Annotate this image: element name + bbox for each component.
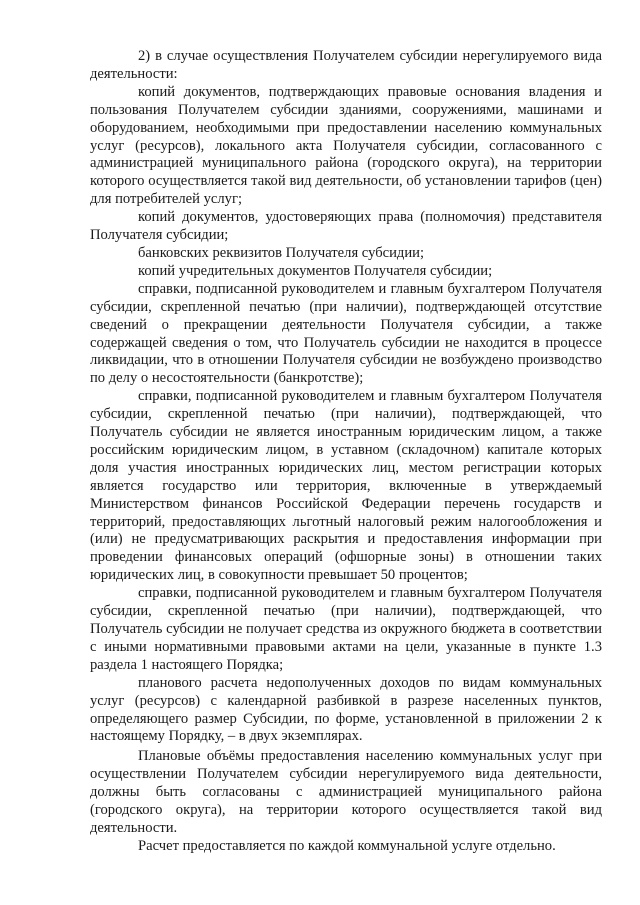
paragraph-item-2-intro: 2) в случае осуществления Получателем субсидии нерегулируемого вида деятельности:	[90, 48, 602, 82]
paragraph-certificate-liquidation: справки, подписанной руководителем и главным бухгалтером Получателя субсидии, скрепленной печатью (при наличии), подтверждающей отсутствие сведений о прекращении деятельности Получателя субсидии, а также содержащей сведения о том, что Получатель субсидии не находится в процессе ликвидации, что в отношении Получателя субсидии не возбуждено производство по делу о несостоятельности (банкротстве);	[90, 280, 602, 387]
paragraph-property-docs: копий документов, подтверждающих правовые основания владения и пользования Получателем субсидии зданиями, сооружениями, машинами и оборудованием, необходимыми при предоставлении населению коммунальных услуг (ресурсов), локального акта Получателя субсидии, согласованного с администрацией муниципального района (городского округа), на территории которого осуществляется такой вид деятельности, об установлении тарифов (цен) для потребителей услуг;	[90, 83, 602, 208]
paragraph-certificate-foreign-entity: справки, подписанной руководителем и главным бухгалтером Получателя субсидии, скрепленной печатью (при наличии), подтверждающей, что Получатель субсидии не является иностранным юридическим лицом, а также российским юридическим лицом, в уставном (складочном) капитале которых доля участия иностранных юридических лиц, местом регистрации которых является государство или территория, включенные в утверждаемый Министерством финансов Российской Федерации перечень государств и территорий, предоставляющих льготный налоговый режим налогообложения и (или) не предусматривающих раскрытия и предоставления информации при проведении финансовых операций (офшорные зоны) в отношении таких юридических лиц, в совокупности превышает 50 процентов;	[90, 388, 602, 584]
paragraph-certificate-budget-funds: справки, подписанной руководителем и главным бухгалтером Получателя субсидии, скрепленной печатью (при наличии), подтверждающей, что Получатель субсидии не получает средства из окружного бюджета в соответствии с иными нормативными правовыми актами на цели, указанные в пункте 1.3 раздела 1 настоящего Порядка;	[90, 585, 602, 673]
paragraph-planned-calculation: планового расчета недополученных доходов по видам коммунальных услуг (ресурсов) с календарной разбивкой в разрезе населенных пунктов, определяющего размер Субсидии, по форме, установленной в приложении 2 к настоящему Порядку, – в двух экземплярах.	[90, 674, 602, 745]
paragraph-founding-docs: копий учредительных документов Получателя субсидии;	[138, 262, 493, 279]
paragraph-planned-volumes: Плановые объёмы предоставления населению коммунальных услуг при осуществлении Получателем субсидии нерегулируемого вида деятельности, должны быть согласованы с администрацией муниципального района (городского округа), на территории которого осуществляется такой вид деятельности.	[90, 748, 602, 836]
paragraph-bank-details: банковских реквизитов Получателя субсидии;	[138, 244, 425, 261]
paragraph-representative-docs: копий документов, удостоверяющих права (полномочия) представителя Получателя субсидии;	[90, 209, 602, 244]
paragraph-calculation-per-service: Расчет предоставляется по каждой коммунальной услуге отдельно.	[138, 837, 556, 854]
document-page	[90, 48, 602, 856]
